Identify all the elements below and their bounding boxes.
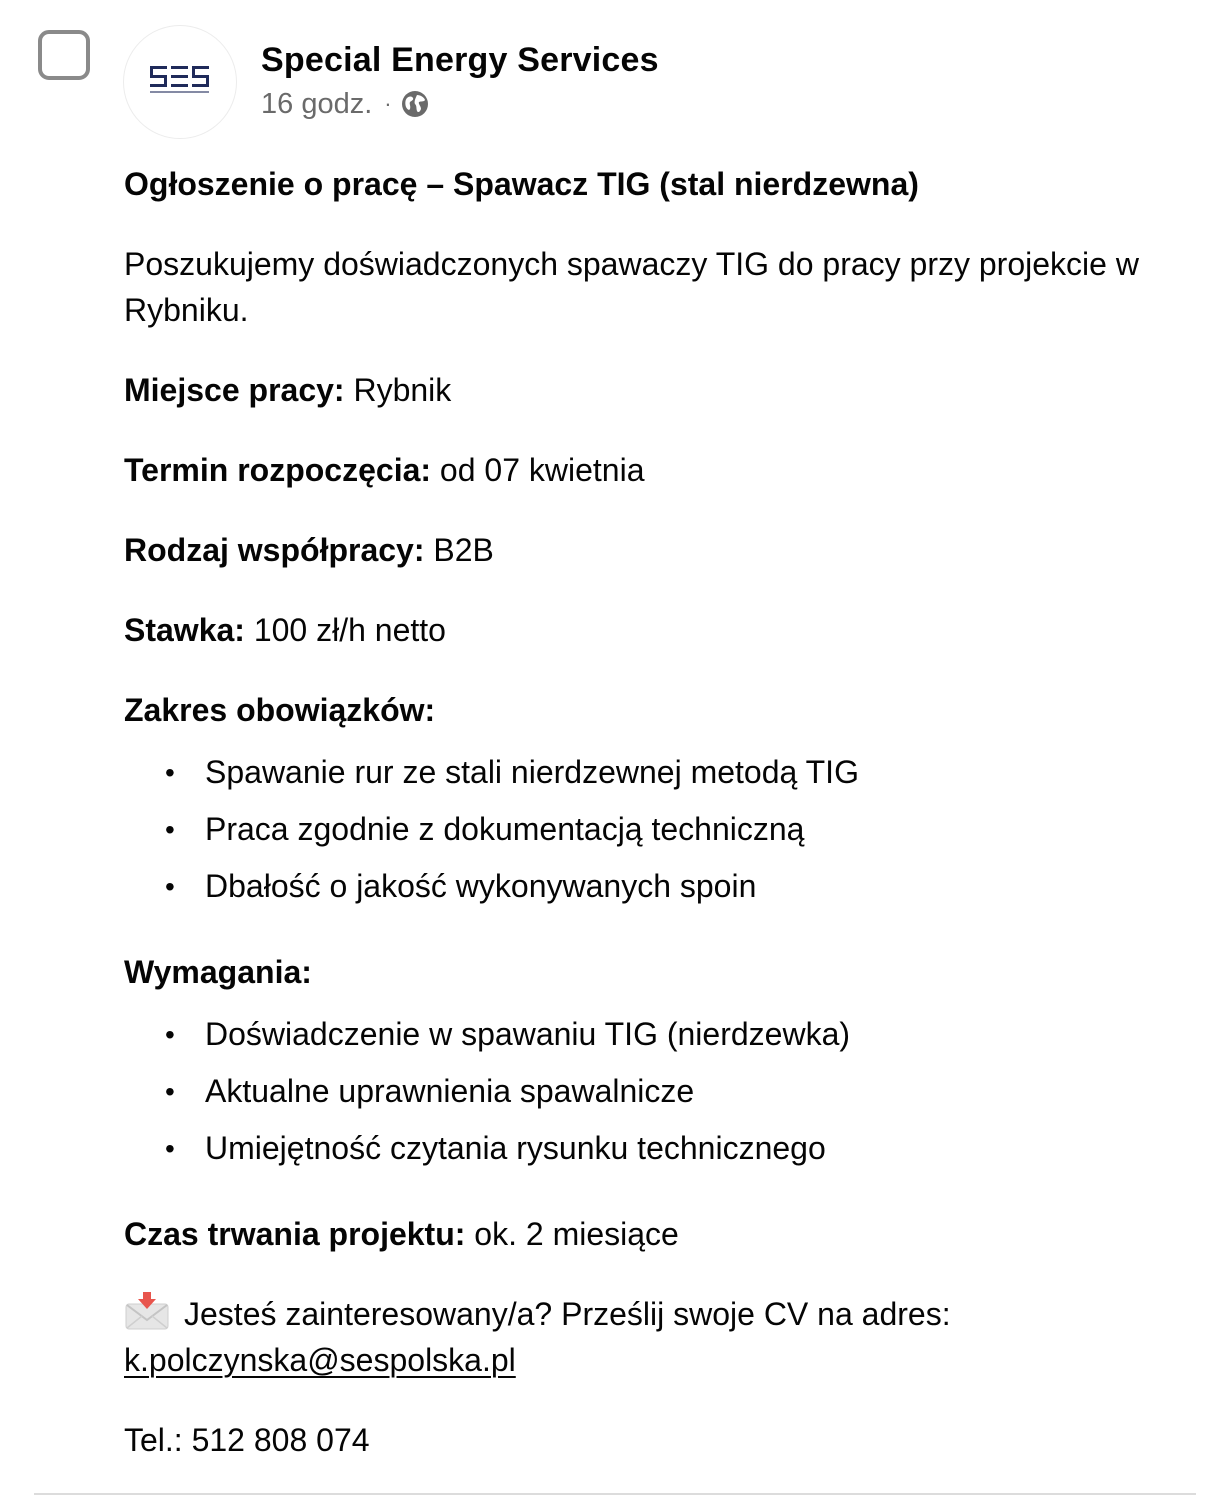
list-item <box>124 1006 1174 1063</box>
list-item <box>124 1120 1174 1177</box>
post-timestamp[interactable]: 16 godz. <box>261 88 373 120</box>
detail-value: B2B <box>433 532 494 568</box>
detail-value: 100 zł/h netto <box>253 612 446 648</box>
detail-value: od 07 kwietnia <box>439 452 645 488</box>
detail-label: Stawka: <box>124 612 245 648</box>
bullet-marker: • <box>165 757 175 788</box>
post-meta <box>261 84 659 124</box>
detail-rate <box>124 607 1174 653</box>
select-checkbox[interactable] <box>38 30 90 80</box>
list-item-text: Spawanie rur ze stali nierdzewnej metodą TIG <box>205 754 859 790</box>
contact-paragraph <box>124 1291 1174 1383</box>
detail-label: Czas trwania projektu: <box>124 1216 466 1252</box>
detail-duration <box>124 1211 1174 1257</box>
list-item-text: Praca zgodnie z dokumentacją techniczną <box>205 811 805 847</box>
meta-separator: · <box>384 91 392 116</box>
list-item <box>124 1063 1174 1120</box>
list-item <box>124 744 1174 801</box>
bullet-marker: • <box>165 1076 175 1107</box>
requirements-list <box>124 1006 1174 1177</box>
envelope-with-arrow-icon <box>124 1292 170 1330</box>
list-item-text: Dbałość o jakość wykonywanych spoin <box>205 868 757 904</box>
avatar[interactable] <box>123 25 237 139</box>
detail-value: Rybnik <box>353 372 452 408</box>
requirements-heading: Wymagania: <box>124 954 312 990</box>
list-item <box>124 801 1174 858</box>
email-link[interactable]: k.polczynska@sespolska.pl <box>124 1342 516 1378</box>
detail-label: Termin rozpoczęcia: <box>124 452 432 488</box>
detail-label: Miejsce pracy: <box>124 372 345 408</box>
bullet-marker: • <box>165 1133 175 1164</box>
duties-list <box>124 744 1174 915</box>
detail-location <box>124 367 1174 413</box>
ses-logo <box>148 64 212 100</box>
post-title: Ogłoszenie o pracę – Spawacz TIG (stal nierdzewna) <box>124 166 919 202</box>
list-item <box>124 858 1174 915</box>
page-name-link[interactable]: Special Energy Services <box>261 41 659 79</box>
duties-heading: Zakres obowiązków: <box>124 692 436 728</box>
detail-label: Rodzaj współpracy: <box>124 532 425 568</box>
list-item-text: Umiejętność czytania rysunku technicznego <box>205 1130 826 1166</box>
bullet-marker: • <box>165 871 175 902</box>
globe-icon[interactable] <box>400 89 430 119</box>
detail-contract-type <box>124 527 1174 573</box>
post-intro: Poszukujemy doświadczonych spawaczy TIG do pracy przy projekcie w Rybniku. <box>124 246 1139 328</box>
post-header <box>261 38 659 124</box>
contact-text: Jesteś zainteresowany/a? Prześlij swoje CV na adres: <box>184 1296 951 1332</box>
contact-phone: Tel.: 512 808 074 <box>124 1422 370 1458</box>
detail-value: ok. 2 miesiące <box>474 1216 679 1252</box>
bullet-marker: • <box>165 1019 175 1050</box>
list-item-text: Doświadczenie w spawaniu TIG (nierdzewka) <box>205 1016 851 1052</box>
detail-start-date <box>124 447 1174 493</box>
post-divider <box>34 1493 1196 1495</box>
bullet-marker: • <box>165 814 175 845</box>
post-body <box>124 161 1174 1497</box>
list-item-text: Aktualne uprawnienia spawalnicze <box>205 1073 695 1109</box>
